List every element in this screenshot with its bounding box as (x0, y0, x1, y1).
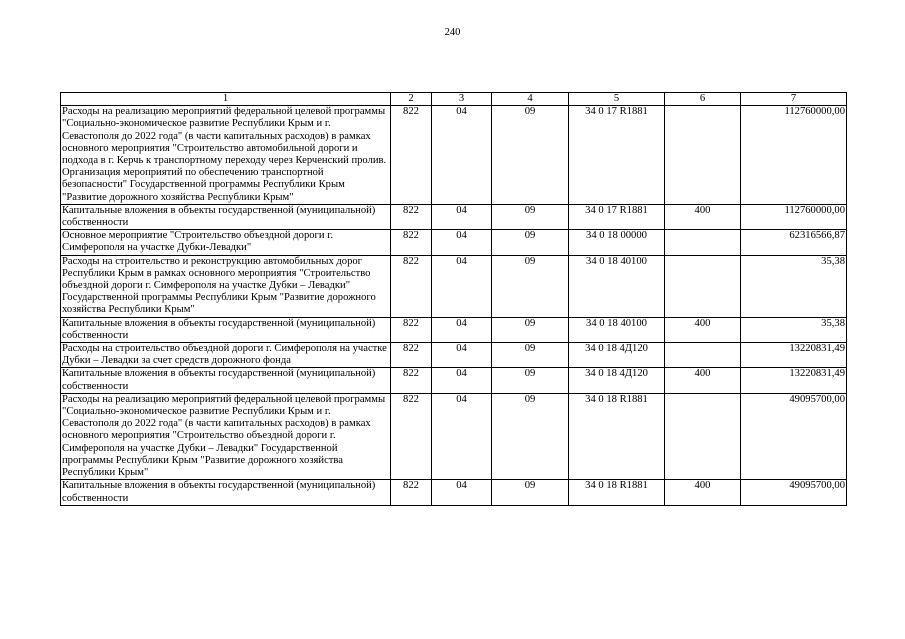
row-subsection: 09 (492, 343, 569, 368)
header-col-4: 4 (492, 93, 569, 106)
row-target-article: 34 0 18 R1881 (569, 393, 665, 479)
row-admin-code: 822 (391, 343, 432, 368)
table-row (61, 480, 847, 505)
row-description: Расходы на строительство объездной дороги г. Симферополя на участке Дубки – Левадки за счет средств дорожного фонда (61, 343, 391, 368)
header-col-1: 1 (61, 93, 391, 106)
row-admin-code: 822 (391, 230, 432, 255)
row-description: Капитальные вложения в объекты государственной (муниципальной) собственности (61, 480, 391, 505)
row-expense-type (665, 255, 741, 317)
row-admin-code: 822 (391, 106, 432, 205)
row-target-article: 34 0 18 00000 (569, 230, 665, 255)
row-target-article: 34 0 18 40100 (569, 255, 665, 317)
header-col-7: 7 (741, 93, 847, 106)
row-expense-type (665, 343, 741, 368)
row-amount: 62316566,87 (741, 230, 847, 255)
row-amount: 112760000,00 (741, 106, 847, 205)
page-number: 240 (444, 27, 461, 38)
row-amount: 35,38 (741, 317, 847, 342)
row-expense-type (665, 393, 741, 479)
row-target-article: 34 0 18 4Д120 (569, 343, 665, 368)
row-section: 04 (432, 317, 492, 342)
row-expense-type: 400 (665, 480, 741, 505)
table-row (61, 368, 847, 393)
row-section: 04 (432, 106, 492, 205)
row-description: Капитальные вложения в объекты государственной (муниципальной) собственности (61, 204, 391, 229)
table-row (61, 317, 847, 342)
row-expense-type: 400 (665, 368, 741, 393)
row-subsection: 09 (492, 368, 569, 393)
row-subsection: 09 (492, 106, 569, 205)
row-section: 04 (432, 230, 492, 255)
row-expense-type (665, 106, 741, 205)
table-row (61, 393, 847, 479)
row-target-article: 34 0 18 R1881 (569, 480, 665, 505)
row-target-article: 34 0 17 R1881 (569, 106, 665, 205)
header-col-6: 6 (665, 93, 741, 106)
row-amount: 49095700,00 (741, 393, 847, 479)
row-amount: 13220831,49 (741, 343, 847, 368)
row-amount: 112760000,00 (741, 204, 847, 229)
table-row (61, 343, 847, 368)
row-section: 04 (432, 343, 492, 368)
row-subsection: 09 (492, 393, 569, 479)
header-col-5: 5 (569, 93, 665, 106)
row-expense-type: 400 (665, 204, 741, 229)
row-amount: 13220831,49 (741, 368, 847, 393)
header-col-2: 2 (391, 93, 432, 106)
row-target-article: 34 0 18 40100 (569, 317, 665, 342)
row-section: 04 (432, 204, 492, 229)
row-subsection: 09 (492, 204, 569, 229)
row-admin-code: 822 (391, 204, 432, 229)
table-row (61, 106, 847, 205)
header-row (61, 93, 847, 106)
row-admin-code: 822 (391, 480, 432, 505)
row-description: Капитальные вложения в объекты государственной (муниципальной) собственности (61, 368, 391, 393)
row-subsection: 09 (492, 480, 569, 505)
table-row (61, 204, 847, 229)
budget-table (60, 92, 847, 506)
row-subsection: 09 (492, 230, 569, 255)
row-expense-type: 400 (665, 317, 741, 342)
row-admin-code: 822 (391, 368, 432, 393)
table-row (61, 255, 847, 317)
row-target-article: 34 0 18 4Д120 (569, 368, 665, 393)
header-col-3: 3 (432, 93, 492, 106)
row-description: Расходы на реализацию мероприятий федеральной целевой программы "Социально-экономическое развитие Республики Крым и г. Севастополя до 2022 года" (в части капитальных расходов) в рамках основного мероприятия "Строительство автомобильной дороги и подхода в г. Керчь к транспортному переходу через Керченский пролив. Организация мероприятий по обеспечению транспортной безопасности" Государственной программы Республики Крым "Развитие дорожного хозяйства Республики Крым" (61, 106, 391, 205)
row-subsection: 09 (492, 317, 569, 342)
table-row (61, 230, 847, 255)
row-description: Капитальные вложения в объекты государственной (муниципальной) собственности (61, 317, 391, 342)
row-section: 04 (432, 393, 492, 479)
row-description: Основное мероприятие "Строительство объездной дороги г. Симферополя на участке Дубки-Левадки" (61, 230, 391, 255)
row-amount: 49095700,00 (741, 480, 847, 505)
row-section: 04 (432, 480, 492, 505)
row-description: Расходы на строительство и реконструкцию автомобильных дорог Республики Крым в рамках основного мероприятия "Строительство объездной дороги г. Симферополя на участке Дубки – Левадки" Государственной программы Республики Крым "Развитие дорожного хозяйства Республики Крым" (61, 255, 391, 317)
row-section: 04 (432, 255, 492, 317)
row-section: 04 (432, 368, 492, 393)
row-subsection: 09 (492, 255, 569, 317)
row-admin-code: 822 (391, 393, 432, 479)
row-target-article: 34 0 17 R1881 (569, 204, 665, 229)
row-admin-code: 822 (391, 255, 432, 317)
row-expense-type (665, 230, 741, 255)
row-description: Расходы на реализацию мероприятий федеральной целевой программы "Социально-экономическое развитие Республики Крым и г. Севастополя до 2022 года" (в части капитальных расходов) в рамках основного мероприятия "Строительство объездной дороги г. Симферополя на участке Дубки – Левадки" Государственной программы Республики Крым "Развитие дорожного хозяйства Республики Крым" (61, 393, 391, 479)
row-amount: 35,38 (741, 255, 847, 317)
row-admin-code: 822 (391, 317, 432, 342)
